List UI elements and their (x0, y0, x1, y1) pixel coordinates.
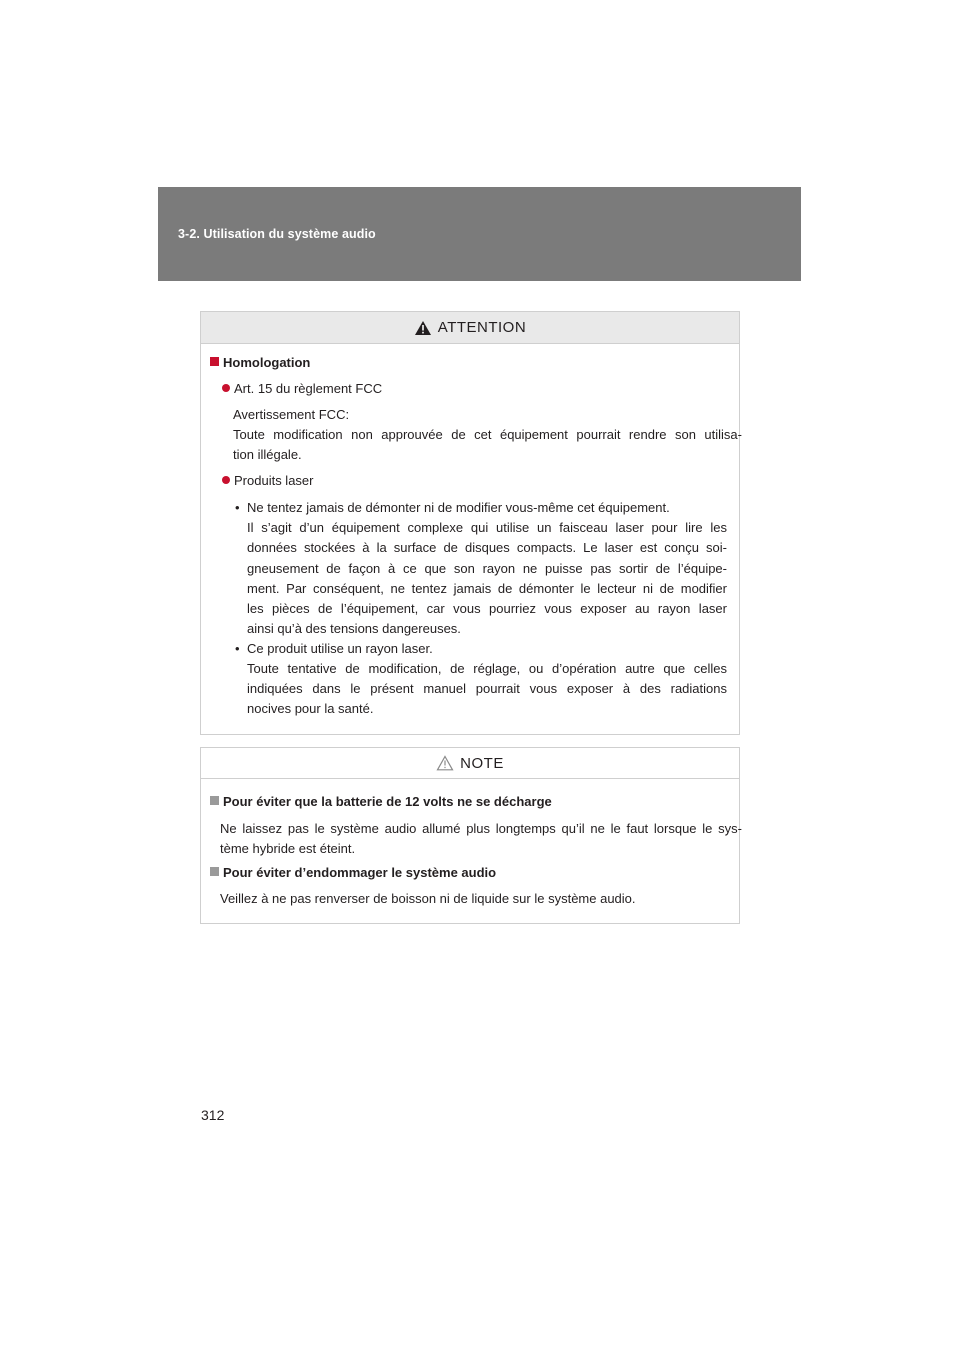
fcc-bullet: Art. 15 du règlement FCC (222, 379, 382, 400)
attention-title: ATTENTION (437, 319, 527, 336)
laser-text-line: gneusement de façon à ce que son rayon ne puisse pas sortir de l’équipe- (247, 561, 727, 576)
fcc-warning-label: Avertissement FCC: (233, 407, 350, 422)
dot-marker: • (235, 641, 240, 656)
fcc-text-line: tion illégale. (233, 447, 302, 462)
section-title: 3-2. Utilisation du système audio (178, 227, 376, 241)
note-heading-2: Pour éviter d’endommager le système audio (210, 863, 496, 884)
page-number: 312 (201, 1107, 225, 1123)
square-bullet-icon (210, 796, 219, 805)
attention-box (200, 311, 740, 735)
round-bullet-icon (222, 476, 230, 484)
laser-text-line: Toute tentative de modification, de réglage, ou d’opération autre que celles (247, 661, 727, 676)
note-text-line: Ne laissez pas le système audio allumé plus longtemps qu’il ne le faut lorsque le sys- (220, 821, 742, 836)
laser-text-line: Il s’agit d’un équipement complexe qui utilise un faisceau laser pour lire les (247, 520, 727, 535)
fcc-text-line: Toute modification non approuvée de cet équipement pourrait rendre son utilisa- (233, 427, 742, 442)
laser-bullet: Produits laser (222, 471, 313, 492)
laser-text-line: indiquées dans le présent manuel pourrait vous exposer à des radiations (247, 681, 727, 696)
note-text-line: tème hybride est éteint. (220, 841, 356, 856)
caution-outline-icon (436, 755, 454, 771)
square-bullet-icon (210, 357, 219, 366)
laser-text-line: nocives pour la santé. (247, 701, 374, 716)
attention-header (201, 312, 739, 344)
square-bullet-icon (210, 867, 219, 876)
warning-icon (414, 320, 432, 336)
laser-text-line: données stockées à la surface de disques compacts. Le laser est conçu soi- (247, 540, 727, 555)
laser-item-2: • Ce produit utilise un rayon laser. (235, 639, 433, 660)
dot-marker: • (235, 500, 240, 515)
laser-text-line: ment. Par conséquent, ne tentez jamais de démonter le lecteur ni de modifier (247, 581, 727, 596)
section-header-band (158, 187, 801, 281)
note-heading-1: Pour éviter que la batterie de 12 volts ne se décharge (210, 792, 552, 813)
laser-text-line: ainsi qu’à des tensions dangereuses. (247, 621, 461, 636)
note-title: NOTE (460, 754, 504, 772)
homologation-heading: Homologation (210, 353, 310, 374)
note-text-line: Veillez à ne pas renverser de boisson ni de liquide sur le système audio. (220, 891, 636, 906)
note-box (200, 747, 740, 924)
round-bullet-icon (222, 384, 230, 392)
laser-text-line: les pièces de l’équipement, car vous pourriez vous exposer au rayon laser (247, 601, 727, 616)
note-header (201, 748, 739, 779)
laser-item-1: • Ne tentez jamais de démonter ni de modifier vous-même cet équipement. (235, 498, 670, 519)
